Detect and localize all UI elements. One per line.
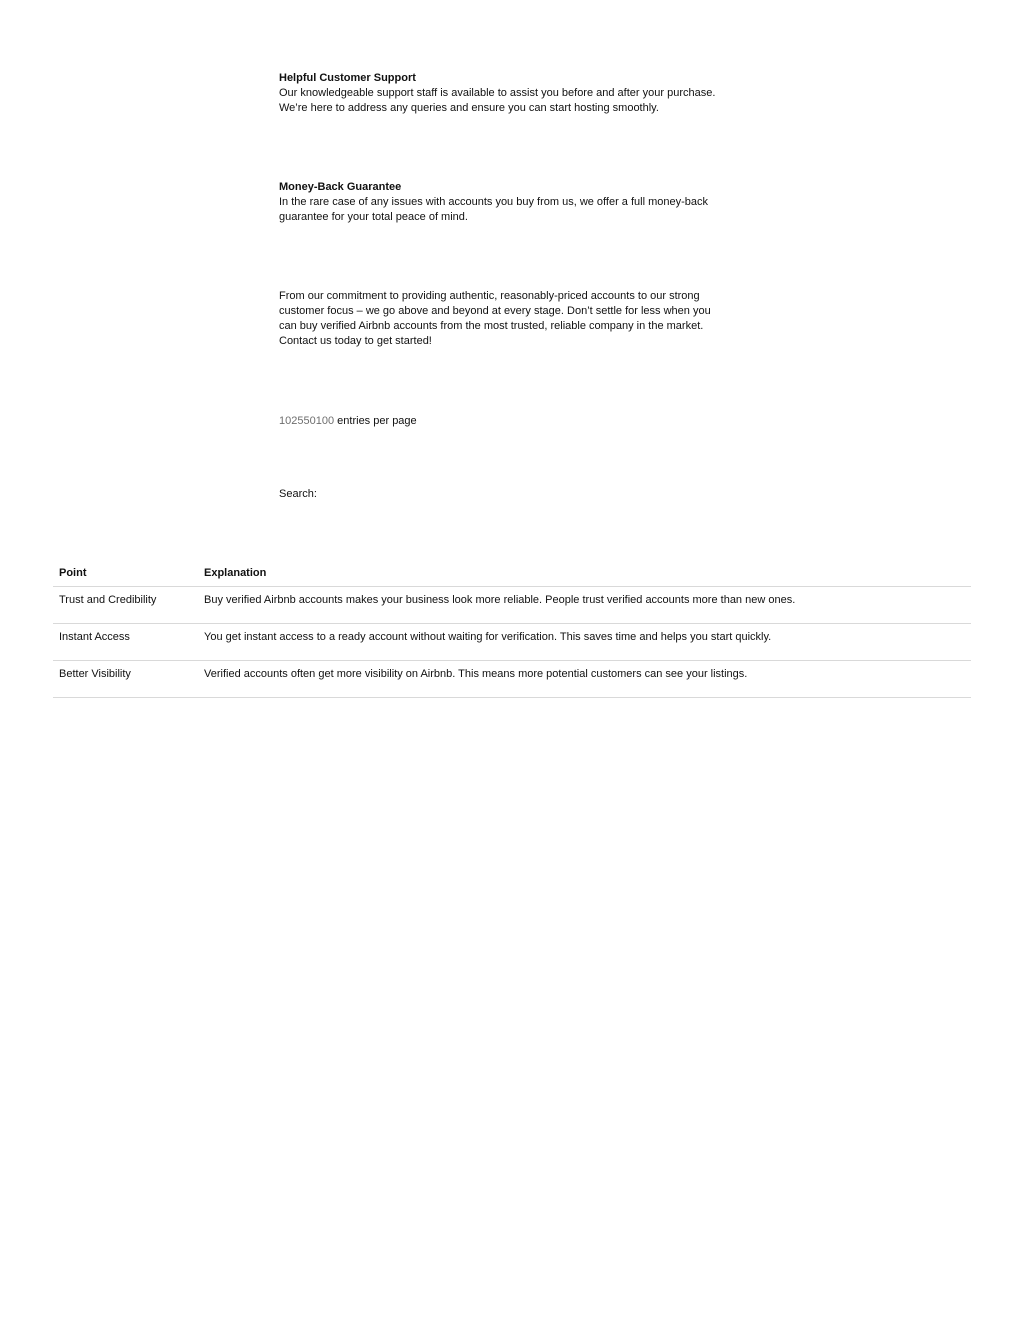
closing-text-line: can buy verified Airbnb accounts from the most trusted, reliable company in the market.	[279, 320, 704, 332]
closing-text-line: customer focus – we go above and beyond at every stage. Don’t settle for less when you	[279, 305, 711, 317]
closing-text-line: Contact us today to get started!	[279, 335, 432, 347]
customer-support-section	[279, 71, 749, 116]
money-back-text-line: guarantee for your total peace of mind.	[279, 211, 468, 223]
entries-option-50[interactable]: 50	[303, 415, 316, 427]
points-table	[53, 562, 971, 698]
money-back-section	[279, 180, 749, 225]
table-header-row	[53, 562, 971, 587]
customer-support-text-line: Our knowledgeable support staff is available to assist you before and after your purchase.	[279, 87, 716, 99]
closing-paragraph	[279, 289, 749, 349]
column-header-explanation[interactable]: Explanation	[198, 562, 971, 587]
table-row	[53, 587, 971, 624]
entries-option-10[interactable]: 10	[279, 415, 292, 427]
money-back-text-line: In the rare case of any issues with accounts you buy from us, we offer a full money-back	[279, 196, 709, 208]
customer-support-heading: Helpful Customer Support	[279, 72, 416, 84]
entries-per-page-label: entries per page	[334, 415, 417, 427]
customer-support-text-line: We’re here to address any queries and ensure you can start hosting smoothly.	[279, 102, 659, 114]
cell-point: Better Visibility	[53, 661, 198, 698]
cell-point: Trust and Credibility	[53, 587, 198, 624]
entries-option-100[interactable]: 100	[315, 415, 335, 427]
cell-explanation: Verified accounts often get more visibility on Airbnb. This means more potential customers can see your listings.	[198, 661, 971, 698]
entries-per-page-control	[279, 414, 749, 429]
search-label: Search:	[279, 488, 317, 500]
cell-explanation: Buy verified Airbnb accounts makes your business look more reliable. People trust verified accounts more than new ones.	[198, 587, 971, 624]
column-header-point[interactable]: Point	[53, 562, 198, 587]
entries-option-25[interactable]: 25	[291, 415, 304, 427]
table-search	[279, 487, 749, 502]
table-row	[53, 624, 971, 661]
money-back-heading: Money-Back Guarantee	[279, 181, 402, 193]
search-input[interactable]	[321, 487, 441, 501]
table-row	[53, 661, 971, 698]
cell-explanation: You get instant access to a ready account without waiting for verification. This saves time and helps you start quickly.	[198, 624, 971, 661]
cell-point: Instant Access	[53, 624, 198, 661]
closing-text-line: From our commitment to providing authentic, reasonably-priced accounts to our strong	[279, 290, 700, 302]
